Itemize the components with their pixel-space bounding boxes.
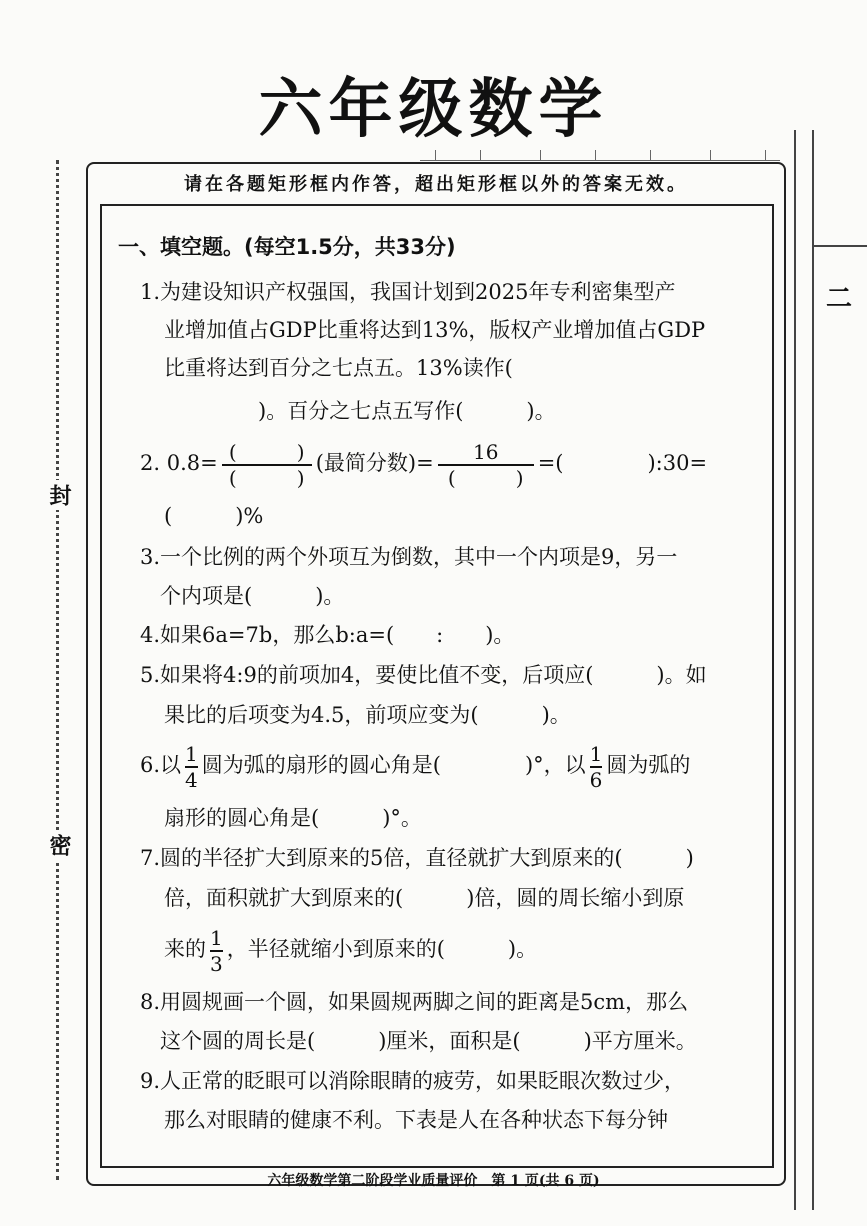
q1-line2: 业增加值占GDP比重将达到13%，版权产业增加值占GDP [164,318,706,342]
q2-frac2-den: ( ) [438,464,534,490]
binding-dotted-line [56,160,59,1180]
q6-f2-den: 6 [589,767,603,792]
q2-line2: ( )% [164,504,264,528]
q8-line1: 8.用圆规画一个圆，如果圆规两脚之间的距离是5cm，那么 [140,990,689,1014]
q2-mid: (最简分数)= [315,451,434,475]
q6-p3: 圆为弧的 [606,753,691,777]
right-margin-char: 二 [826,284,853,314]
q7-fraction-third [210,926,223,976]
q1-line4: )。百分之七点五写作( )。 [258,399,556,423]
q9-line1: 9.人正常的眨眼可以消除眼睛的疲劳，如果眨眼次数过少， [140,1069,686,1093]
q7-p2: ，半径就缩小到原来的( )。 [226,937,538,961]
seal-label-feng: 封 [44,480,75,510]
q2-frac1-num: ( ) [228,439,305,464]
q5-line2: 果比的后项变为4.5，前项应变为( )。 [164,703,571,727]
q7-line2: 倍，面积就扩大到原来的( )倍，圆的周长缩小到原 [164,886,685,910]
right-border-line [794,130,796,1210]
q2-frac1-den: ( ) [222,464,312,490]
q2-prefix: 2. 0.8= [140,451,218,475]
q2-fraction-blank [222,440,312,490]
right-border-line [812,130,814,1210]
q7-line3 [164,922,537,976]
q6-fraction-sixth [590,742,603,792]
q1-line3: 比重将达到百分之七点五。13%读作( [164,356,513,380]
q2-suffix: =( ):30= [537,451,708,475]
answer-notice: 请在各题矩形框内作答，超出矩形框以外的答案无效。 [184,174,688,195]
q6-f1-num: 1 [185,741,198,766]
q7-f-num: 1 [210,925,223,950]
q6-line1 [140,738,690,792]
q6-fraction-quarter [185,742,198,792]
page-footer: 六年级数学第二阶段学业质量评价 第 1 页(共 6 页) [267,1173,600,1189]
q3-line1: 3.一个比例的两个外项互为倒数，其中一个内项是9，另一 [140,545,678,569]
q6-p2: 圆为弧的扇形的圆心角是( )°，以 [201,753,586,777]
q9-line2: 那么对眼睛的健康不利。下表是人在各种状态下每分钟 [164,1108,668,1132]
q2-frac2-num: 16 [472,439,499,464]
q4-line1: 4.如果6a=7b，那么b:a=( : )。 [140,623,515,647]
page-title: 六年级数学 [258,73,609,147]
header-rule [420,150,780,161]
q6-line2: 扇形的圆心角是( )°。 [164,806,422,830]
q7-p1: 来的 [164,937,206,961]
q2-fraction-16 [438,440,534,490]
q6-f1-den: 4 [185,767,198,792]
q5-line1: 5.如果将4:9的前项加4，要使比值不变，后项应( )。如 [140,663,707,687]
seal-label-mi: 密 [44,830,75,860]
q2-line1 [140,436,707,490]
section-heading: 一、填空题。(每空1.5分，共33分) [118,235,456,259]
q7-f-den: 3 [210,951,223,976]
q6-p1: 6.以 [140,753,182,777]
q3-line2: 个内项是( )。 [160,584,345,608]
q8-line2: 这个圆的周长是( )厘米，面积是( )平方厘米。 [160,1029,697,1053]
q7-line1: 7.圆的半径扩大到原来的5倍，直径就扩大到原来的( ) [140,846,694,870]
q6-f2-num: 1 [589,741,603,766]
right-margin-rule [812,245,867,247]
q1-line1: 1.为建设知识产权强国，我国计划到2025年专利密集型产 [140,280,676,304]
